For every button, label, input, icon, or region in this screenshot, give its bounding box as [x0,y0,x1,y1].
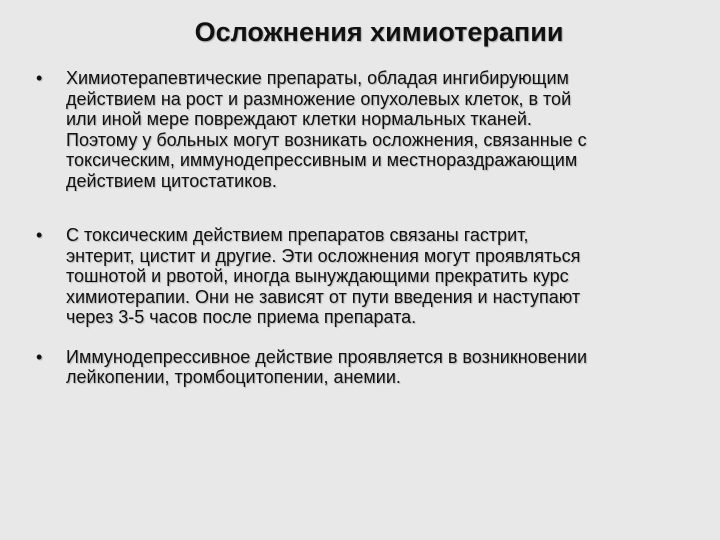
bullet-text: Иммунодепрессивное действие проявляется в возникновении лейкопении, тромбоцитопении, анемии. [66,346,588,387]
slide-title: Осложнения химиотерапии [194,17,564,47]
bullet-item [36,347,706,388]
bullet-marker: • [36,68,43,88]
bullet-list [36,68,706,388]
bullet-item [36,68,706,191]
bullet-text: Химиотерапевтические препараты, обладая ингибирующим действием на рост и размножение опухолевых клеток, в той или иной мере повреждают клетки нормальных тканей. Поэтому у больных могут возникать осложнения, связанные с токсическим, иммунодепрессивным и местнораздражающим действием цитостатиков. [66,68,587,191]
bullet-marker: • [36,346,43,367]
bullet-text: С токсическим действием препаратов связаны гастрит, энтерит, цистит и другие. Эти осложнения могут проявляться тошнотой и рвотой, иногда вынуждающими прекратить курс химиотерапии. Они не зависят от пути введения и наступают через 3-5 часов после приема препарата. [66,225,581,327]
bullet-marker: • [36,225,43,245]
bullet-item [36,225,706,328]
